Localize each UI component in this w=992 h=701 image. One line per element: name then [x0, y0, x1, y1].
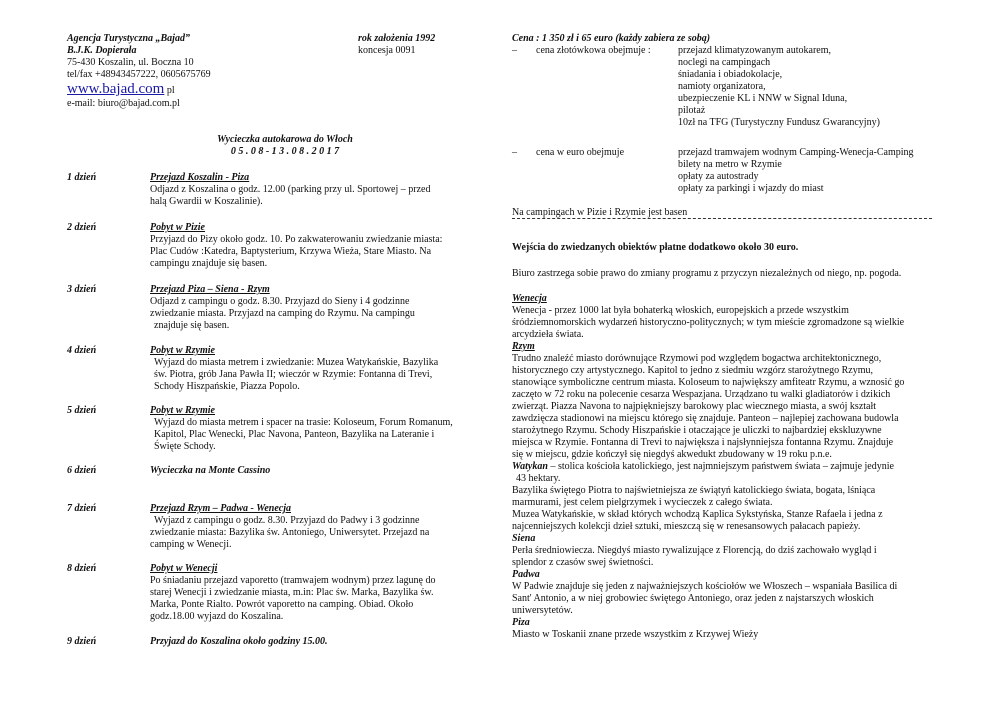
price-item: opłaty za parkingi i wjazdy do miast: [678, 183, 824, 194]
city-text: zaczęto w 72 roku na polecenie cesarza Wespazjana. Urządzano tu walki gladiatorów i dzikich: [512, 389, 891, 400]
trip-title-block: [190, 134, 380, 158]
agency-name: Agencja Turystyczna „Bajad”: [67, 33, 190, 44]
entry-fees-note: Wejścia do zwiedzanych obiektów płatne dodatkowo około 30 euro.: [512, 242, 799, 253]
day-text: św. Piotra, grób Jana Pawła II; wieczór w Rzymie: Fontanna di Trevi,: [154, 369, 433, 380]
day-entry: [150, 172, 470, 208]
day-text: Wyjazd do miasta metrem i spacer na trasie: Koloseum, Forum Romanum,: [154, 417, 453, 428]
price-pln-dash: –: [512, 45, 517, 56]
city-text: Miasto w Toskanii znane przede wszystkim z Krzywej Wieży: [512, 629, 759, 640]
trip-dates: 0 5 . 0 8 - 1 3 . 0 8 . 2 0 1 7: [230, 146, 340, 157]
price-eur-list: [678, 147, 914, 195]
day-text: camping w Wenecji.: [150, 539, 232, 550]
day-text: Plac Cudów :Katedra, Baptysterium, Krzywa Wieża, Stare Miasto. Na: [150, 246, 432, 257]
agency-meta: [358, 33, 435, 57]
agency-email: e-mail: biuro@bajad.com.pl: [67, 98, 180, 109]
day-text: zwiedzanie miasta. Przyjazd na camping do Rzymu. Na campingu: [150, 308, 415, 319]
price-pln-list: [678, 45, 880, 129]
day-text: Odjazd z Koszalina o godz. 12.00 (parking przy ul. Sportowej – przed: [150, 184, 431, 195]
day-entry: [150, 222, 470, 270]
price-item: noclegi na campingach: [678, 57, 771, 68]
day-label: 8 dzień: [67, 563, 97, 574]
day-text: Wyjazd do miasta metrem i zwiedzanie: Muzea Watykańskie, Bazylika: [154, 357, 439, 368]
city-text-watykan-first: [512, 461, 942, 473]
price-item: bilety na metro w Rzymie: [678, 159, 782, 170]
agency-block: [67, 33, 211, 110]
city-text: 43 hektary.: [516, 473, 561, 484]
day-entry: [150, 636, 470, 648]
city-title-wenecja: Wenecja: [512, 293, 547, 304]
day-text: Przyjazd do Pizy około godz. 10. Po zakwaterowaniu zwiedzanie miasta:: [150, 234, 443, 245]
license-number: koncesja 0091: [358, 45, 416, 56]
agency-address: 75-430 Koszalin, ul. Boczna 10: [67, 57, 194, 68]
dashed-divider: [512, 218, 932, 223]
founded-year: rok założenia 1992: [358, 33, 436, 44]
city-text: splendor z czasów swej świetności.: [512, 557, 654, 568]
city-text: marmurami, jest celem pielgrzymek i wycieczek z całego świata.: [512, 497, 773, 508]
day-text: znajduje się basen.: [154, 320, 230, 331]
day-entry: [150, 465, 470, 477]
day-text: Marka, Ponte Rialto. Powrót vaporetto na camping. Obiad. Około: [150, 599, 414, 610]
day-text: campingu znajduje się basen.: [150, 258, 268, 269]
price-eur-label: cena w euro obejmuje: [536, 147, 625, 158]
price-item: opłaty za autostrady: [678, 171, 759, 182]
day-text: halą Gwardii w Koszalinie).: [150, 196, 263, 207]
price-item: pilotaż: [678, 105, 706, 116]
price-item: ubezpieczenie KL i NNW w Signal Iduna,: [678, 93, 848, 104]
city-text: Perła średniowiecza. Niegdyś miasto rywalizujące z Florencją, do dziś zachowało wygląd i: [512, 545, 877, 556]
city-text: Sant' Antonio, a w niej grobowiec świętego Antoniego, oraz jeden z najstarszych włoskich: [512, 593, 874, 604]
price-item: przejazd klimatyzowanym autokarem,: [678, 45, 831, 56]
city-title-padwa: Padwa: [512, 569, 540, 580]
day-title: Przejazd Koszalin - Piza: [150, 172, 250, 183]
day-text: starej Wenecji i zwiedzanie miasta, m.in: Plac św. Marka, Bazylika św.: [150, 587, 434, 598]
day-label: 4 dzień: [67, 345, 97, 356]
city-text: śródziemnomorskich wydarzeń historyczno-politycznych; w tym mieście zgromadzone są wielkie: [512, 317, 905, 328]
day-label: 6 dzień: [67, 465, 97, 476]
agency-phone: tel/fax +48943457222, 0605675769: [67, 69, 211, 80]
day-text: Święte Schody.: [154, 441, 216, 452]
city-text: starożytnego Rzymu. Schody Hiszpańskie i otaczające je uliczki to najbardziej ekskluzywne: [512, 425, 882, 436]
agency-website-line: [67, 81, 211, 98]
day-label: 2 dzień: [67, 222, 97, 233]
day-label: 1 dzień: [67, 172, 97, 183]
price-item: śniadania i obiadokolacje,: [678, 69, 783, 80]
agency-website-link[interactable]: www.bajad.com: [67, 81, 165, 97]
day-label: 3 dzień: [67, 284, 97, 295]
agency-owner: B.J.K. Dopierała: [67, 45, 137, 56]
day-label: 5 dzień: [67, 405, 97, 416]
city-text: uniwersytetów.: [512, 605, 573, 616]
day-title: Przejazd Rzym – Padwa - Wenecja: [150, 503, 292, 514]
day-text: zwiedzanie miasta: Bazylika św. Antoniego, Uniwersytet. Przejazd na: [150, 527, 430, 538]
city-text: W Padwie znajduje się jeden z najważniejszych kościołów we Włoszech – wspaniała Basilica di: [512, 581, 898, 592]
city-text: miejsca w Rzymie. Fontanna di Trevi to największa i najsłynniejsza fontanna Rzymu. Znajduje: [512, 437, 894, 448]
pool-note: Na campingach w Pizie i Rzymie jest basen: [512, 207, 688, 218]
price-item: 10zł na TFG (Turystyczny Fundusz Gwarancyjny): [678, 117, 880, 128]
day-text: Kapitol, Plac Wenecki, Plac Navona, Panteon, Bazylika na Lateranie i: [154, 429, 435, 440]
day-text: Wyjazd z campingu o godz. 8.30. Przyjazd do Padwy i 3 godzinne: [154, 515, 420, 526]
city-text: najcenniejszych kolekcji dzieł sztuki, mieszczą się w renesansowych pałacach papieży.: [512, 521, 861, 532]
city-text: arcydzieła świata.: [512, 329, 584, 340]
city-text: zwierząt. Piazza Navona to najpiękniejszy barokowy plac wiecznego miasta, a swój kształt: [512, 401, 877, 412]
trip-title: Wycieczka autokarowa do Włoch: [217, 134, 353, 145]
day-entry: [150, 345, 470, 393]
day-text: Odjazd z campingu o godz. 8.30. Przyjazd do Sieny i 4 godzinne: [150, 296, 410, 307]
day-text: Schody Hiszpańskie, Piazza Popolo.: [154, 381, 300, 392]
price-item: namioty organizatora,: [678, 81, 766, 92]
city-text: Wenecja - przez 1000 lat była bohaterką włoskich, europejskich a przede wszystkim: [512, 305, 849, 316]
price-item: przejazd tramwajem wodnym Camping-Wenecja-Camping: [678, 147, 914, 158]
city-title-siena: Siena: [512, 533, 536, 544]
city-text: Muzea Watykańskie, w skład których wchodzą Kaplica Sykstyńska, Stanze Rafaela i jedna z: [512, 509, 883, 520]
day-title: Pobyt w Wenecji: [150, 563, 218, 574]
day-title: Pobyt w Rzymie: [150, 345, 215, 356]
city-title-rzym: Rzym: [512, 341, 535, 352]
city-text: – stolica kościoła katolickiego, jest najmniejszym państwem świata – zajmuje jedynie: [547, 461, 894, 472]
price-eur-dash: –: [512, 147, 517, 158]
city-text: stanowiące symboliczne centrum miasta. Koloseum to największy amfiteatr Rzymu, a wznosić go: [512, 377, 905, 388]
city-title-watykan: Watykan: [512, 461, 548, 472]
day-text: Po śniadaniu przejazd vaporetto (tramwajem wodnym) przez lagunę do: [150, 575, 436, 586]
city-text: zawdzięcza stadionowi na miejscu którego się znajduje. Panteon – najlepiej zachowana budowla: [512, 413, 899, 424]
day-label: 7 dzień: [67, 503, 97, 514]
city-text: się w miejscu, gdzie kończył się niegdyś akwedukt zbudowany w 19 roku p.n.e.: [512, 449, 832, 460]
agency-website-suffix: pl: [166, 85, 175, 96]
day-title: Przyjazd do Koszalina około godziny 15.00.: [150, 636, 328, 647]
day-entry: [150, 503, 470, 551]
price-header: Cena : 1 350 zł i 65 euro (każdy zabiera ze sobą): [512, 33, 711, 44]
day-title: Pobyt w Rzymie: [150, 405, 215, 416]
day-entry: [150, 405, 470, 453]
disclaimer-note: Biuro zastrzega sobie prawo do zmiany programu z przyczyn niezależnych od niego, np. pogoda.: [512, 268, 902, 279]
city-text: Trudno znaleźć miasto dorównujące Rzymowi pod względem bogactwa architektonicznego,: [512, 353, 882, 364]
day-text: godz.18.00 wyjazd do Koszalina.: [150, 611, 284, 622]
day-title: Pobyt w Pizie: [150, 222, 205, 233]
city-title-piza: Piza: [512, 617, 530, 628]
day-title: Wycieczka na Monte Cassino: [150, 465, 271, 476]
day-label: 9 dzień: [67, 636, 97, 647]
day-entry: [150, 284, 470, 332]
city-text: historycznego czy artystycznego. Kapitol to jedno z siedmiu wzgórz starożytnego Rzymu,: [512, 365, 874, 376]
day-entry: [150, 563, 470, 623]
day-title: Przejazd Piza – Siena - Rzym: [150, 284, 270, 295]
city-text: Bazylika świętego Piotra to najświetniejsza ze świątyń katolickiego świata, bogata, lśniąca: [512, 485, 876, 496]
price-pln-label: cena złotówkowa obejmuje :: [536, 45, 651, 56]
city-descriptions: [512, 293, 942, 641]
